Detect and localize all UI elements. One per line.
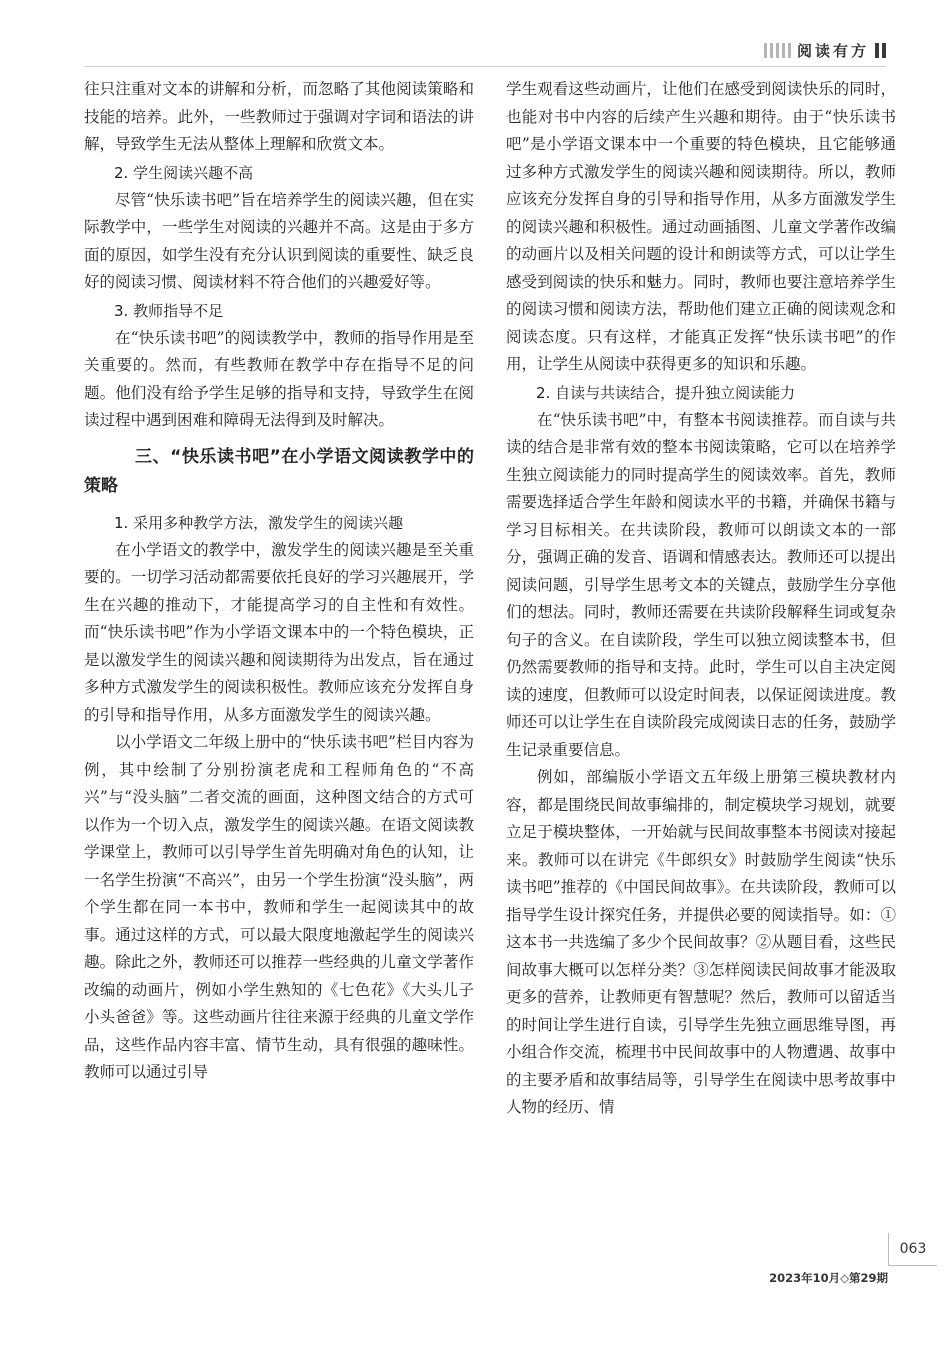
section-title: 阅读有方: [796, 41, 869, 60]
subheading: 3. 教师指导不足: [114, 301, 224, 320]
left-column: [84, 76, 474, 1087]
header-decoration-bars-light: [764, 43, 791, 58]
page-number: 063: [888, 1233, 937, 1266]
paragraph: 在“快乐读书吧”的阅读教学中，教师的指导作用是至关重要的。然而，有些教师在教学中存在指导不足的问题。他们没有给予学生足够的指导和支持，导致学生在阅读过程中遇到困难和障碍无法得到及时解决。: [84, 328, 474, 429]
paragraph: 往只注重对文本的讲解和分析，而忽略了其他阅读策略和技能的培养。此外，一些教师过于强调对字词和语法的讲解，导致学生无法从整体上理解和欣赏文本。: [84, 80, 474, 153]
subheading: 2. 学生阅读兴趣不高: [114, 163, 254, 182]
running-header: [764, 38, 886, 62]
paragraph: 学生观看这些动画片，让他们在感受到阅读快乐的同时，也能对书中内容的后续产生兴趣和期待。由于“快乐读书吧”是小学语文课本中一个重要的特色模块，且它能够通过多种方式激发学生的阅读兴趣和阅读期待。所以，教师应该充分发挥自身的引导和指导作用，从多方面激发学生的阅读兴趣和积极性。通过动画插图、儿童文学著作改编的动画片以及相关问题的设计和朗读等方式，可以让学生感受到阅读的快乐和魅力。同时，教师也要注意培养学生的阅读习惯和阅读方法，帮助他们建立正确的阅读观念和阅读态度。只有这样，才能真正发挥“快乐读书吧”的作用，让学生从阅读中获得更多的知识和乐趣。: [506, 80, 896, 373]
subheading: 1. 采用多种教学方法，激发学生的阅读兴趣: [114, 513, 404, 532]
paragraph: 尽管“快乐读书吧”旨在培养学生的阅读兴趣，但在实际教学中，一些学生对阅读的兴趣并不高。这是由于多方面的原因，如学生没有充分认识到阅读的重要性、缺乏良好的阅读习惯、阅读材料不符合他们的兴趣爱好等。: [84, 190, 474, 291]
paragraph: 例如，部编版小学语文五年级上册第三模块教材内容，都是围绕民间故事编排的，制定模块学习规划，就要立足于模块整体，一开始就与民间故事整本书阅读对接起来。教师可以在讲完《牛郎织女》时鼓励学生阅读“快乐读书吧”推荐的《中国民间故事》。在共读阶段，教师可以指导学生设计探究任务，并提供必要的阅读指导。如：①这本书一共选编了多少个民间故事？②从题目看，这些民间故事大概可以怎样分类？③怎样阅读民间故事才能汲取更多的营养，让教师更有智慧呢？然后，教师可以留适当的时间让学生进行自读，引导学生先独立画思维导图，再小组合作交流，梳理书中民间故事中的人物遭遇、故事中的主要矛盾和故事结局等，引导学生在阅读中思考故事中人物的经历、情: [506, 768, 896, 1116]
header-divider: [84, 66, 886, 67]
subheading: 2. 自读与共读结合，提升独立阅读能力: [536, 383, 796, 402]
header-decoration-bars-dark: [875, 43, 886, 58]
section-heading: 三、“快乐读书吧”在小学语文阅读教学中的策略: [84, 446, 474, 496]
paragraph: 在小学语文的教学中，激发学生的阅读兴趣是至关重要的。一切学习活动都需要依托良好的学习兴趣展开，学生在兴趣的推动下，才能提高学习的自主性和有效性。而“快乐读书吧”作为小学语文课本中的一个特色模块，正是以激发学生的阅读兴趣和阅读期待为出发点，旨在通过多种方式激发学生的阅读积极性。教师应该充分发挥自身的引导和指导作用，从多方面激发学生的阅读兴趣。: [84, 540, 474, 724]
paragraph: 在“快乐读书吧”中，有整本书阅读推荐。而自读与共读的结合是非常有效的整本书阅读策略，它可以在培养学生独立阅读能力的同时提高学生的阅读效率。首先，教师需要选择适合学生年龄和阅读水平的书籍，并确保书籍与学习目标相关。在共读阶段，教师可以朗读文本的一部分，强调正确的发音、语调和情感表达。教师还可以提出阅读问题，引导学生思考文本的关键点，鼓励学生分享他们的想法。同时，教师还需要在共读阶段解释生词或复杂句子的含义。在自读阶段，学生可以独立阅读整本书，但仍然需要教师的指导和支持。此时，学生可以自主决定阅读的速度，但教师可以设定时间表，以保证阅读进度。教师还可以让学生在自读阶段完成阅读日志的任务，鼓励学生记录重要信息。: [506, 410, 896, 759]
issue-info: 2023年10月◇第29期: [769, 1271, 888, 1285]
paragraph: 以小学语文二年级上册中的“快乐读书吧”栏目内容为例，其中绘制了分别扮演老虎和工程师角色的“不高兴”与“没头脑”二者交流的画面，这种图文结合的方式可以作为一个切入点，激发学生的阅读兴趣。在语文阅读教学课堂上，教师可以引导学生首先明确对角色的认知，让一名学生扮演“不高兴”，由另一个学生扮演“没头脑”，两个学生都在同一本书中，教师和学生一起阅读其中的故事。通过这样的方式，可以最大限度地激起学生的阅读兴趣。除此之外，教师还可以推荐一些经典的儿童文学著作改编的动画片，例如小学生熟知的《七色花》《大头儿子小头爸爸》等。这些动画片往往来源于经典的儿童文学作品，这些作品内容丰富、情节生动，具有很强的趣味性。教师可以通过引导: [84, 733, 474, 1081]
right-column: [506, 76, 896, 1122]
